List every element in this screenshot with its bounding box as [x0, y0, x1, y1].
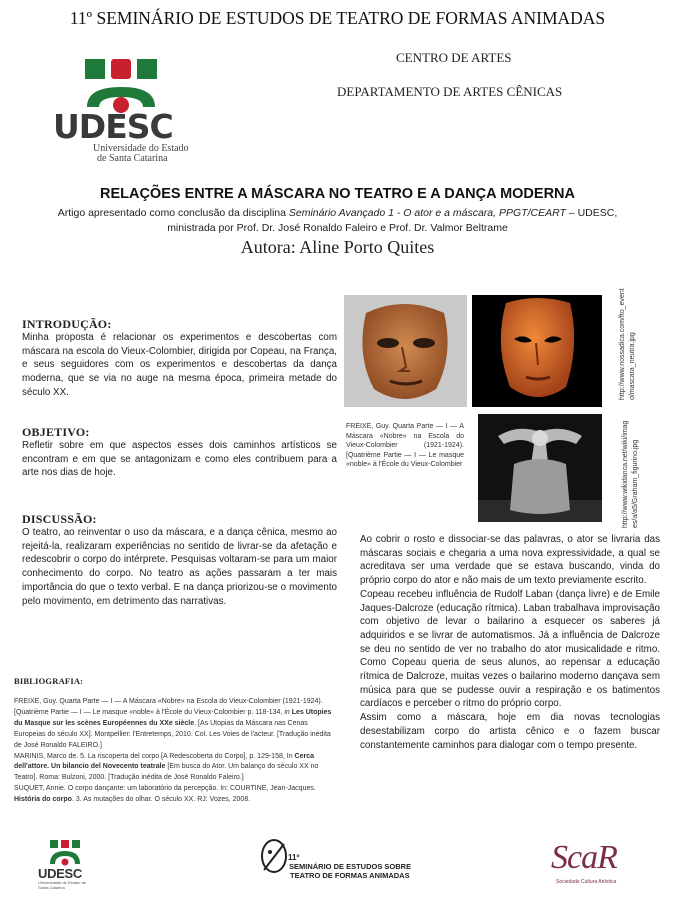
- bibliography-entry: [14, 752, 337, 785]
- bibliography-entry: [14, 784, 337, 806]
- figure-url-1: [618, 290, 638, 400]
- bib-work-title: Cerca dell'attore. Un bilancio del Novecento teatrale: [14, 752, 315, 771]
- author: [0, 237, 675, 258]
- figure-url-2: [621, 420, 641, 528]
- bibliography-entry: [14, 697, 337, 752]
- footer-scar-logo: ScaR: [551, 839, 617, 876]
- paper-title: RELAÇÕES ENTRE A MÁSCARA NO TEATRO E A DANÇA MODERNA: [99, 186, 575, 202]
- intro-heading: INTRODUÇÃO:: [22, 317, 112, 331]
- bib-text: . 3. As mutações do olhar. O século XX. RJ: Vozes, 2008.: [71, 796, 251, 804]
- objetivo-text: Refletir sobre em que aspectos esses dois caminhos artísticos se encontram e em que se antagonizam e como eles contribuem para a arte nos dias de hoje.: [22, 440, 337, 479]
- subtitle-text: Artigo apresentado como conclusão da disciplina: [57, 207, 289, 219]
- figure-url-1-text: http://www.nossadica.com/fto_evento/mascara_neutra.jpg: [619, 288, 636, 400]
- author-label: Autora:: [240, 237, 300, 257]
- continuation-paragraph: Ao cobrir o rosto e dissociar-se das palavras, o ator se livraria das máscaras sociais e chegaria a uma nova expressividade, a qual se acreditava ser uma verdade que se estava buscando, vinda do próprio corpo do ator e não mais de um texto previamente escrito.: [360, 534, 660, 587]
- subtitle-course: Seminário Avançado 1 - O ator e a máscara, PPGT/CEART: [288, 207, 566, 219]
- bib-work-title: Les Utopies du Masque sur les scènes Européennes du XXe siècle: [14, 708, 332, 727]
- intro-text: Minha proposta é relacionar os experimentos e descobertas com máscara na escola do Vieux-Colombier, dirigida por Copeau, na França, e seus seguidores com os experimentos e descobertas da dança moderna, que se via no auge na mesma época, primeira metade do século XX.: [22, 332, 337, 398]
- bib-text: FREIXE, Guy. Quarta Parte — I — A Máscara «Nobre» na Escola do Vieux-Colombier (1921-1924). [Quatrième Partie — I — Le masque «noble» à l'École du Vieux-Colombier p. 118-134,: [14, 698, 323, 716]
- mask-photo-1: [344, 295, 467, 407]
- udesc-logo: [55, 55, 195, 165]
- figure-caption: FREIXE, Guy. Quarta Parte — I — A Máscara «Nobre» na Escola do Vieux-Colombier (1921-1924). [Quatrième Partie — I — Le masque «noble» à l'École du Vieux-Colombier: [346, 423, 464, 469]
- dancer-photo: [478, 414, 602, 522]
- udesc-logo-text: UDESC: [53, 107, 173, 146]
- event-title: 11º SEMINÁRIO DE ESTUDOS DE TEATRO DE FORMAS ANIMADAS: [69, 8, 606, 28]
- continuation-paragraph: Copeau recebeu influência de Rudolf Laban (dança livre) e de Emile Jaques-Dalcroze (educação rítmica). Laban trabalhava improvisação com objetivo de levar o bailarino a esquecer os saberes já adquiridos e se livrar de automatismos. Já a influência de Dalcroze se deu no sentido de ver no trabalho do ator musicalidade e ritmo. Como Copeau queria de seus alunos, ao repensar a educação rítmica de Dalcroze, muitas vezes o bailarino moderno dançava sem música para que se pudesse ouvir a respiração e os batimentos cardíacos e perceber o ritmo do próprio corpo.: [360, 588, 660, 710]
- objetivo-heading: OBJETIVO:: [22, 425, 90, 439]
- footer-scar-sub: Sociedade Cultura Artística: [556, 879, 617, 885]
- seminario-puppet-icon: [258, 836, 290, 876]
- footer-udesc-emblem-icon: [40, 838, 90, 866]
- footer-seminario-line2: TEATRO DE FORMAS ANIMADAS: [290, 871, 410, 880]
- centro-label: CENTRO DE ARTES: [396, 50, 512, 65]
- figure-url-2-text: http://www.wikidanca.net/wiki/images/a/a5/Graham_figurino.jpg: [622, 420, 639, 528]
- discussao-text: O teatro, ao reinventar o uso da máscara, e a dança cênica, mesmo ao rejeitá-la, realizaram experiências no sentido de livrar-se da afetação e redescobrir o corpo do intérprete. Pesquisas voltaram-se para um maior conhecimento do corpo. No teatro as ações passaram a ter mais importância do que o texto verbal. E na dança priorizou-se o movimento pelo movimento, em detrimento das narrativas.: [22, 527, 337, 607]
- udesc-emblem-icon: [55, 55, 195, 115]
- mask-photo-2: [472, 295, 602, 407]
- bib-text: in: [284, 708, 290, 716]
- paper-subtitle-line2: ministrada por Prof. Dr. José Ronaldo Faleiro e Prof. Dr. Valmor Beltrame: [167, 222, 508, 234]
- bib-text: [Em busca do Ator. Um balanço do século XX no Teatro]. Roma: Bulzoni, 2000. [Tradução inédita de José Ronaldo Faleiro.]: [14, 763, 319, 782]
- bib-text: . [As Utopias da Máscara nas Cenas Europeias do século XX]. Montpellier: l'Entretemps, 2010. Col. Les Voies de l'acteur. [Tradução inédita de José Ronaldo FALEIRO.]: [14, 719, 331, 749]
- subtitle-text: – UDESC,: [565, 207, 618, 219]
- footer-udesc-sub: Universidade do Estado de Santa Catarina: [38, 880, 87, 890]
- discussao-continuation: [360, 533, 660, 752]
- udesc-logo-sub1: Universidade do Estado: [93, 143, 189, 154]
- bib-text: SUQUET, Annie. O corpo dançante: um laboratório da percepção. In: COURTINE, Jean-Jacques.: [14, 785, 316, 793]
- discussao-heading: DISCUSSÃO:: [22, 512, 97, 526]
- footer-udesc-logo: UDESC: [38, 866, 83, 881]
- bibliography-list: [14, 697, 337, 806]
- author-name: Aline Porto Quites: [299, 237, 435, 257]
- udesc-logo-sub2: de Santa Catarina: [97, 153, 168, 164]
- paper-subtitle-line1: [0, 207, 675, 219]
- bib-work-title: História do corpo: [14, 796, 72, 804]
- departamento-label: DEPARTAMENTO DE ARTES CÊNICAS: [337, 84, 563, 99]
- bib-text: MARINIS, Marco de. 5. La riscoperta del corpo [A Redescoberta do Corpo], p. 129-158, In: [14, 752, 295, 760]
- bibliography-heading: BIBLIOGRAFIA:: [14, 676, 84, 686]
- footer-seminario-line1: SEMINÁRIO DE ESTUDOS SOBRE: [289, 862, 412, 871]
- footer-seminario-number: 11º: [288, 853, 300, 862]
- continuation-paragraph: Assim como a máscara, hoje em dia novas tecnologias desestabilizam corpo do artista cênico e o fazem buscar constantemente caminhos para dialogar com o tempo presente.: [360, 712, 660, 751]
